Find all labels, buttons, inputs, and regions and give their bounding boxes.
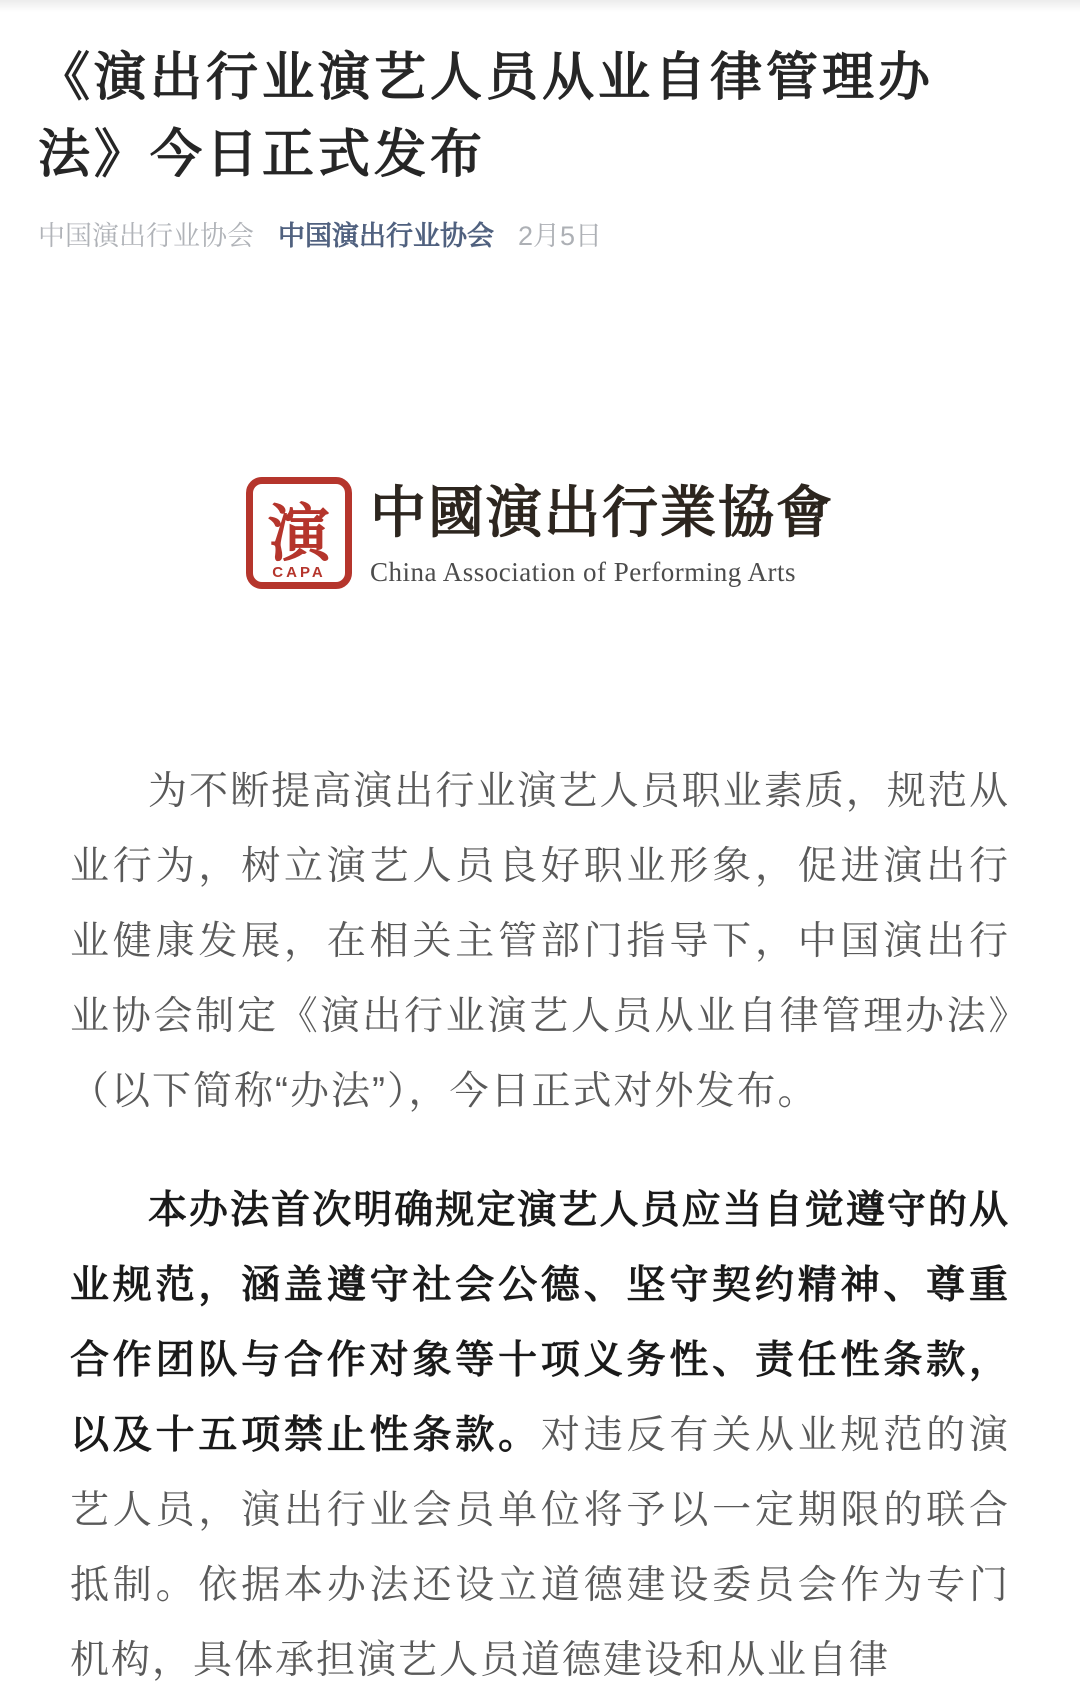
article-byline bbox=[38, 220, 1040, 252]
paragraph-rules bbox=[70, 1173, 1010, 1685]
logo-name-chinese: 中國演出行業協會 bbox=[370, 483, 834, 545]
paragraph-intro-text: 为不断提高演出行业演艺人员职业素质，规范从业行为，树立演艺人员良好职业形象，促进演出行业健康发展，在相关主管部门指导下，中国演出行业协会制定《演出行业演艺人员从业自律管理办法》（以下简称“办法”），今日正式对外发布。 bbox=[70, 770, 1010, 1113]
publish-date: 2月5日 bbox=[518, 221, 603, 251]
article-title: 《演出行业演艺人员从业自律管理办法》今日正式发布 bbox=[38, 49, 935, 184]
seal-caption-text: CAPA bbox=[272, 564, 326, 581]
account-link[interactable]: 中国演出行业协会 bbox=[278, 221, 494, 251]
paragraph-rules-bold-text: 本办法首次明确规定演艺人员应当自觉遵守的从业规范，涵盖遵守社会公德、坚守契约精神、尊重合作团队与合作对象等十项义务性、责任性条款，以及十五项禁止性条款。 bbox=[70, 1189, 1010, 1457]
page-top-divider bbox=[0, 0, 1080, 12]
logo-text-block bbox=[370, 477, 834, 589]
seal-character: 演 bbox=[267, 500, 330, 569]
article-body bbox=[70, 754, 1010, 1685]
logo-name-english: China Association of Performing Arts bbox=[370, 557, 796, 587]
paragraph-intro bbox=[70, 754, 1010, 1129]
capa-seal-icon bbox=[246, 477, 352, 589]
author-name: 中国演出行业协会 bbox=[38, 221, 254, 251]
capa-logo-image[interactable] bbox=[246, 477, 1080, 589]
paragraph-rules-regular-text: 对违反有关从业规范的演艺人员，演出行业会员单位将予以一定期限的联合抵制。依据本办法还设立道德建设委员会作为专门机构，具体承担演艺人员道德建设和从业自律 bbox=[70, 1414, 1010, 1682]
